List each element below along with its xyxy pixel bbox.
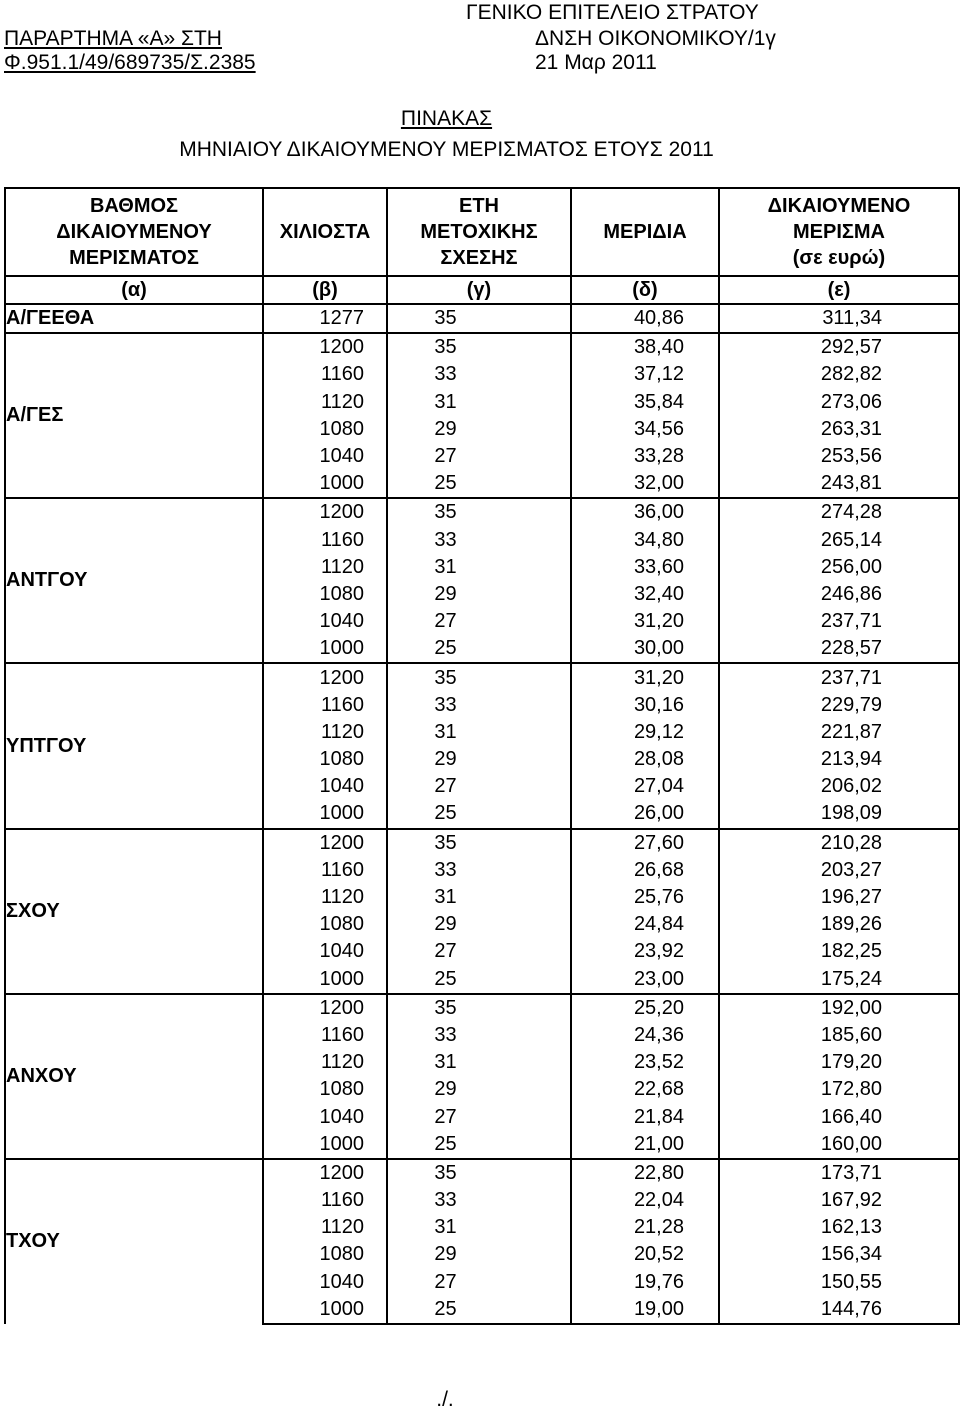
years-cell: 31 <box>387 1214 571 1241</box>
permille-cell: 1080 <box>263 416 387 443</box>
rank-cell: Α/ΓΕΣ <box>5 333 263 498</box>
column-letters-row <box>5 276 959 304</box>
allowance-table <box>4 187 958 1325</box>
shares-cell: 24,84 <box>571 911 719 938</box>
permille-cell: 1200 <box>263 498 387 526</box>
shares-cell: 25,20 <box>571 994 719 1022</box>
years-cell: 25 <box>387 800 571 828</box>
years-cell: 27 <box>387 773 571 800</box>
permille-cell: 1040 <box>263 608 387 635</box>
permille-cell: 1000 <box>263 635 387 663</box>
shares-cell: 31,20 <box>571 608 719 635</box>
page-continuation-mark: ./. <box>436 1388 454 1411</box>
column-header: ΜΕΡΙΔΙΑ <box>571 188 719 276</box>
years-cell: 29 <box>387 1076 571 1103</box>
allowance-cell: 156,34 <box>719 1241 959 1268</box>
allowance-cell: 243,81 <box>719 470 959 498</box>
permille-cell: 1120 <box>263 884 387 911</box>
permille-cell: 1000 <box>263 966 387 994</box>
table-subtitle: ΜΗΝΙΑΙΟΥ ΔΙΚΑΙΟΥΜΕΝΟΥ ΜΕΡΙΣΜΑΤΟΣ ΕΤΟΥΣ 2011 <box>179 138 714 161</box>
table-row <box>5 498 959 526</box>
shares-cell: 22,04 <box>571 1187 719 1214</box>
permille-cell: 1040 <box>263 938 387 965</box>
shares-cell: 31,20 <box>571 663 719 691</box>
permille-cell: 1200 <box>263 829 387 857</box>
permille-cell: 1120 <box>263 554 387 581</box>
allowance-cell: 167,92 <box>719 1187 959 1214</box>
allowance-cell: 237,71 <box>719 608 959 635</box>
allowance-cell: 237,71 <box>719 663 959 691</box>
allowance-cell: 203,27 <box>719 857 959 884</box>
years-cell: 33 <box>387 527 571 554</box>
permille-cell: 1200 <box>263 994 387 1022</box>
table-row <box>5 304 959 333</box>
allowance-cell: 192,00 <box>719 994 959 1022</box>
shares-cell: 23,00 <box>571 966 719 994</box>
table-row <box>5 1159 959 1187</box>
years-cell: 29 <box>387 416 571 443</box>
shares-cell: 37,12 <box>571 361 719 388</box>
shares-cell: 34,80 <box>571 527 719 554</box>
allowance-cell: 150,55 <box>719 1269 959 1296</box>
shares-cell: 21,28 <box>571 1214 719 1241</box>
table-header-row <box>5 188 959 276</box>
shares-cell: 30,00 <box>571 635 719 663</box>
permille-cell: 1080 <box>263 911 387 938</box>
table-row <box>5 663 959 691</box>
permille-cell: 1160 <box>263 361 387 388</box>
permille-cell: 1160 <box>263 1022 387 1049</box>
allowance-cell: 256,00 <box>719 554 959 581</box>
years-cell: 27 <box>387 443 571 470</box>
allowance-cell: 253,56 <box>719 443 959 470</box>
years-cell: 35 <box>387 1159 571 1187</box>
shares-cell: 36,00 <box>571 498 719 526</box>
shares-cell: 27,04 <box>571 773 719 800</box>
shares-cell: 27,60 <box>571 829 719 857</box>
permille-cell: 1120 <box>263 1214 387 1241</box>
shares-cell: 25,76 <box>571 884 719 911</box>
permille-cell: 1120 <box>263 389 387 416</box>
allowance-cell: 229,79 <box>719 692 959 719</box>
years-cell: 33 <box>387 1187 571 1214</box>
permille-cell: 1160 <box>263 692 387 719</box>
allowance-cell: 172,80 <box>719 1076 959 1103</box>
permille-cell: 1160 <box>263 857 387 884</box>
years-cell: 35 <box>387 498 571 526</box>
years-cell: 33 <box>387 1022 571 1049</box>
shares-cell: 23,52 <box>571 1049 719 1076</box>
permille-cell: 1040 <box>263 1269 387 1296</box>
shares-cell: 26,68 <box>571 857 719 884</box>
shares-cell: 33,28 <box>571 443 719 470</box>
column-header: ΕΤΗ ΜΕΤΟΧΙΚΗΣ ΣΧΕΣΗΣ <box>387 188 571 276</box>
permille-cell: 1040 <box>263 443 387 470</box>
permille-cell: 1040 <box>263 773 387 800</box>
shares-cell: 22,68 <box>571 1076 719 1103</box>
years-cell: 29 <box>387 1241 571 1268</box>
years-cell: 31 <box>387 389 571 416</box>
table-row <box>5 829 959 857</box>
shares-cell: 20,52 <box>571 1241 719 1268</box>
allowance-cell: 292,57 <box>719 333 959 361</box>
allowance-cell: 185,60 <box>719 1022 959 1049</box>
annex-line: ΠΑΡΑΡΤΗΜΑ «Α» ΣΤΗ <box>4 27 222 50</box>
rank-cell: ΑΝΧΟΥ <box>5 994 263 1159</box>
allowance-cell: 282,82 <box>719 361 959 388</box>
years-cell: 33 <box>387 361 571 388</box>
allowance-cell: 144,76 <box>719 1296 959 1324</box>
allowance-cell: 228,57 <box>719 635 959 663</box>
table-title: ΠΙΝΑΚΑΣ <box>400 107 493 130</box>
allowance-cell: 166,40 <box>719 1103 959 1130</box>
years-cell: 27 <box>387 1103 571 1130</box>
shares-cell: 30,16 <box>571 692 719 719</box>
rank-cell: ΤΧΟΥ <box>5 1159 263 1324</box>
table-row <box>5 333 959 361</box>
years-cell: 29 <box>387 911 571 938</box>
reference-number: Φ.951.1/49/689735/Σ.2385 <box>4 51 256 74</box>
years-cell: 25 <box>387 635 571 663</box>
permille-cell: 1120 <box>263 719 387 746</box>
years-cell: 25 <box>387 470 571 498</box>
permille-cell: 1000 <box>263 1131 387 1159</box>
years-cell: 29 <box>387 746 571 773</box>
shares-cell: 19,76 <box>571 1269 719 1296</box>
shares-cell: 28,08 <box>571 746 719 773</box>
shares-cell: 19,00 <box>571 1296 719 1324</box>
allowance-cell: 263,31 <box>719 416 959 443</box>
allowance-cell: 198,09 <box>719 800 959 828</box>
years-cell: 27 <box>387 938 571 965</box>
column-header: ΧΙΛΙΟΣΤΑ <box>263 188 387 276</box>
document-date: 21 Μαρ 2011 <box>535 51 657 74</box>
allowance-cell: 189,26 <box>719 911 959 938</box>
years-cell: 31 <box>387 719 571 746</box>
column-letter: (γ) <box>387 276 571 304</box>
permille-cell: 1277 <box>263 304 387 333</box>
permille-cell: 1160 <box>263 1187 387 1214</box>
allowance-cell: 274,28 <box>719 498 959 526</box>
allowance-cell: 160,00 <box>719 1131 959 1159</box>
shares-cell: 32,00 <box>571 470 719 498</box>
allowance-cell: 173,71 <box>719 1159 959 1187</box>
shares-cell: 32,40 <box>571 581 719 608</box>
shares-cell: 29,12 <box>571 719 719 746</box>
allowance-cell: 182,25 <box>719 938 959 965</box>
allowance-cell: 179,20 <box>719 1049 959 1076</box>
permille-cell: 1200 <box>263 333 387 361</box>
allowance-cell: 265,14 <box>719 527 959 554</box>
years-cell: 31 <box>387 554 571 581</box>
shares-cell: 35,84 <box>571 389 719 416</box>
allowance-cell: 273,06 <box>719 389 959 416</box>
shares-cell: 23,92 <box>571 938 719 965</box>
rank-cell: ΣΧΟΥ <box>5 829 263 994</box>
allowance-cell: 221,87 <box>719 719 959 746</box>
shares-cell: 34,56 <box>571 416 719 443</box>
years-cell: 25 <box>387 1296 571 1324</box>
shares-cell: 21,00 <box>571 1131 719 1159</box>
column-header: ΔΙΚΑΙΟΥΜΕΝΟ ΜΕΡΙΣΜΑ (σε ευρώ) <box>719 188 959 276</box>
allowance-cell: 206,02 <box>719 773 959 800</box>
permille-cell: 1080 <box>263 581 387 608</box>
organization-line-2: ΔΝΣΗ ΟΙΚΟΝΟΜΙΚΟΥ/1γ <box>535 27 776 50</box>
allowance-cell: 162,13 <box>719 1214 959 1241</box>
permille-cell: 1080 <box>263 1076 387 1103</box>
shares-cell: 40,86 <box>571 304 719 333</box>
years-cell: 25 <box>387 1131 571 1159</box>
years-cell: 31 <box>387 884 571 911</box>
permille-cell: 1160 <box>263 527 387 554</box>
shares-cell: 38,40 <box>571 333 719 361</box>
organization-line-1: ΓΕΝΙΚΟ ΕΠΙΤΕΛΕΙΟ ΣΤΡΑΤΟΥ <box>466 1 759 24</box>
permille-cell: 1080 <box>263 746 387 773</box>
allowance-cell: 196,27 <box>719 884 959 911</box>
years-cell: 35 <box>387 304 571 333</box>
permille-cell: 1040 <box>263 1103 387 1130</box>
column-letter: (α) <box>5 276 263 304</box>
years-cell: 29 <box>387 581 571 608</box>
shares-cell: 21,84 <box>571 1103 719 1130</box>
shares-cell: 22,80 <box>571 1159 719 1187</box>
column-letter: (β) <box>263 276 387 304</box>
permille-cell: 1120 <box>263 1049 387 1076</box>
years-cell: 35 <box>387 333 571 361</box>
permille-cell: 1080 <box>263 1241 387 1268</box>
allowance-cell: 175,24 <box>719 966 959 994</box>
years-cell: 27 <box>387 608 571 635</box>
shares-cell: 33,60 <box>571 554 719 581</box>
permille-cell: 1000 <box>263 800 387 828</box>
years-cell: 31 <box>387 1049 571 1076</box>
shares-cell: 24,36 <box>571 1022 719 1049</box>
rank-cell: Α/ΓΕΕΘΑ <box>5 304 263 333</box>
years-cell: 35 <box>387 663 571 691</box>
column-letter: (ε) <box>719 276 959 304</box>
allowance-cell: 210,28 <box>719 829 959 857</box>
permille-cell: 1000 <box>263 1296 387 1324</box>
allowance-cell: 311,34 <box>719 304 959 333</box>
rank-cell: ΥΠΤΓΟΥ <box>5 663 263 828</box>
years-cell: 33 <box>387 692 571 719</box>
table-row <box>5 994 959 1022</box>
allowance-cell: 213,94 <box>719 746 959 773</box>
years-cell: 33 <box>387 857 571 884</box>
years-cell: 25 <box>387 966 571 994</box>
allowance-cell: 246,86 <box>719 581 959 608</box>
permille-cell: 1200 <box>263 1159 387 1187</box>
years-cell: 35 <box>387 829 571 857</box>
permille-cell: 1000 <box>263 470 387 498</box>
years-cell: 27 <box>387 1269 571 1296</box>
permille-cell: 1200 <box>263 663 387 691</box>
shares-cell: 26,00 <box>571 800 719 828</box>
column-header: ΒΑΘΜΟΣ ΔΙΚΑΙΟΥΜΕΝΟΥ ΜΕΡΙΣΜΑΤΟΣ <box>5 188 263 276</box>
column-letter: (δ) <box>571 276 719 304</box>
years-cell: 35 <box>387 994 571 1022</box>
rank-cell: ΑΝΤΓΟΥ <box>5 498 263 663</box>
